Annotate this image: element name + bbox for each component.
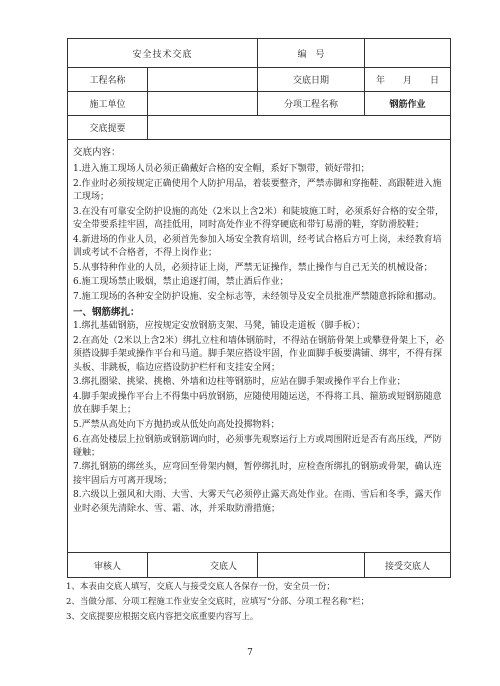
unit-row [68, 92, 451, 116]
date-value: 年 月 日 [365, 68, 451, 92]
discloser-value [258, 553, 365, 578]
summary-row [68, 116, 451, 140]
general-rule-item: 5.从事特种作业的人员，必须持证上岗，严禁无证操作，禁止操作与自己无关的机械设备； [73, 262, 433, 273]
project-name-label: 工程名称 [68, 68, 148, 92]
project-name-value [148, 68, 258, 92]
rebar-rule-item: 4.脚手架或操作平台上不得集中码放钢筋，应随使用随运送，不得将工具、箍筋或短钢筋随意放在脚手架上； [73, 391, 442, 416]
form-notes [66, 580, 466, 625]
rebar-rule-item: 2.在高处（2米以上含2米）绑扎立柱和墙体钢筋时，不得站在钢筋骨架上或攀登骨架上下，必须搭设脚手架或操作平台和马道。脚手架应搭设牢固，作业面脚手板要满铺、绑牢，不得有探头板、非跳板，临边应搭设防护栏杆和支挂安全网； [73, 336, 445, 373]
number-label: 编 号 [258, 39, 365, 68]
note-item: 3、交底提要应根据交底内容把交底重要内容写上。 [66, 612, 259, 622]
rebar-rule-item: 7.绑扎钢筋的绑丝头，应弯回至骨架内侧，暂停绑扎时，应检查所绑扎的钢筋或骨架，确认连接牢固后方可离开现场； [73, 462, 442, 486]
general-rule-item: 3.在没有可靠安全防护设施的高处（2米以上含2米）和陡坡施工时，必须系好合格的安全带，安全带要系挂牢固，高挂低用，同时高处作业不得穿硬底和带钉易滑的鞋，穿防滑胶鞋； [73, 206, 445, 231]
general-rule-item: 7.施工现场的各种安全防护设施、安全标志等，未经领导及安全员批准严禁随意拆除和挪动。 [73, 292, 442, 303]
signature-row [68, 553, 451, 578]
reviewer-signature [148, 559, 190, 572]
reviewer-label: 审核人 [68, 553, 148, 578]
general-rule-item: 6.施工现场禁止吸烟，禁止追逐打闹，禁止酒后作业； [73, 277, 289, 288]
reviewer-value [148, 553, 258, 578]
content-heading: 交底内容： [73, 147, 121, 158]
rebar-binding-list [73, 320, 445, 515]
disclosure-content [68, 140, 451, 553]
form-title: 安全技术交底 [68, 39, 258, 68]
construction-unit-label: 施工单位 [68, 92, 148, 116]
page-number: 7 [247, 648, 253, 658]
rebar-rule-item: 8.六级以上强风和大雨、大雪、大雾天气必须停止露天高处作业。在雨、雪后和冬季，露天作业时必须先清除水、雪、霜、冰，并采取防滑措施； [73, 490, 442, 514]
rebar-rule-item: 6.在高处楼层上拉钢筋或钢筋调向时，必须事先观察运行上方或周围附近是否有高压线，严防碰触； [73, 434, 442, 458]
summary-value [148, 116, 451, 140]
header-row [68, 39, 451, 68]
project-row [68, 68, 451, 92]
rebar-rule-item: 1.绑扎基础钢筋，应按规定安放钢筋支架、马凳，铺设走道板（脚手板）； [73, 321, 366, 332]
general-rules-list [73, 163, 445, 304]
safety-disclosure-form [67, 38, 451, 578]
number-value [365, 39, 451, 68]
sub-project-label: 分项工程名称 [258, 92, 365, 116]
sub-project-value: 钢筋作业 [365, 92, 451, 116]
section-title: 一、钢筋绑扎： [73, 307, 140, 319]
rebar-rule-item: 5.严禁从高处向下方抛扔或从低处向高处投掷物料； [73, 419, 280, 430]
note-item: 1、本表由交底人填写，交底人与接受交底人各保存一份，安全员一份； [66, 582, 335, 592]
general-rule-item: 2.作业时必须按规定正确使用个人防护用品，着装要整齐，严禁赤脚和穿拖鞋、高跟鞋进入施工现场； [73, 178, 442, 203]
date-label: 交底日期 [258, 68, 365, 92]
construction-unit-value [148, 92, 258, 116]
general-rule-item: 4.新进场的作业人员，必须首先参加入场安全教育培训，经考试合格后方可上岗，未经教育培训或考试不合格者，不得上岗作业； [73, 234, 442, 258]
content-row [68, 140, 451, 553]
general-rule-item: 1.进入施工现场人员必须正确戴好合格的安全帽，系好下颚带，锁好带扣； [73, 164, 370, 175]
summary-label: 交底提要 [68, 116, 148, 140]
discloser-label: 交底人 [210, 561, 238, 572]
rebar-rule-item: 3.绑扎圈梁、挑梁、挑檐、外墙和边柱等钢筋时，应站在脚手架或操作平台上作业； [73, 377, 406, 388]
receiver-label: 接受交底人 [365, 553, 451, 578]
note-item: 2、当做分部、分项工程施工作业安全交底时，应填写“分部、分项工程名称”栏； [66, 597, 370, 607]
